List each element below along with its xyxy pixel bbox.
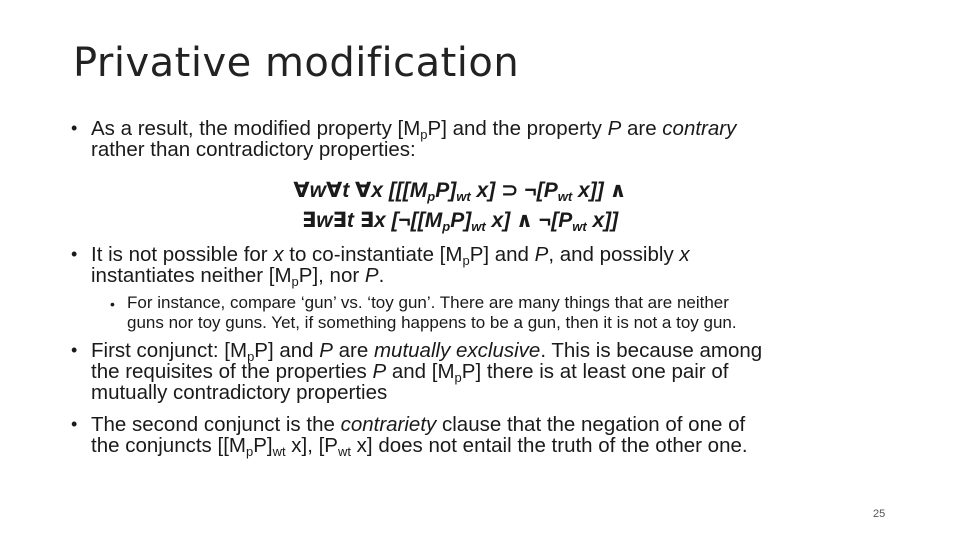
bullet-1-line-1: As a result, the modified property $[M_pP]$ and the property P are contrary — [91, 117, 737, 142]
bullet-1 — [71, 117, 891, 161]
bullet-marker: • — [71, 244, 78, 264]
bullet-3 — [71, 339, 891, 404]
emphasis-contrary: contrary — [662, 117, 737, 140]
bullet-2 — [71, 243, 891, 289]
bullet-1-line-2: rather than contradictory properties: — [91, 138, 416, 161]
sub-bullet-1-line-2: guns nor toy guns. Yet, if something happens to be a gun, then it is not a toy gun. — [127, 313, 737, 332]
emphasis-mutually-exclusive: mutually exclusive — [373, 339, 541, 362]
bullet-marker: • — [110, 296, 115, 312]
page-number: 25 — [873, 508, 886, 520]
sub-bullet-1 — [110, 293, 887, 333]
sub-bullet-1-line-1: For instance, compare ‘gun’ vs. ‘toy gun’. There are many things that are neither — [127, 293, 729, 312]
bullet-3-line-3: mutually contradictory properties — [91, 381, 388, 404]
bullet-2-line-1: It is not possible for x to co-instantiate $[M_pP]$ and P, and possibly x — [91, 243, 690, 268]
bullet-3-line-1: First conjunct: $[M_pP]$ and P are mutually exclusive. This is because among — [91, 339, 763, 364]
bullet-4-line-1: The second conjunct is the contrariety clause that the negation of one of — [91, 413, 746, 436]
bullet-4 — [71, 413, 911, 459]
slide-title: Privative modification — [73, 40, 520, 86]
bullet-3-line-2: the requisites of the properties P and $[M_pP]$ there is at least one pair of — [91, 360, 729, 385]
bullet-2-line-2: instantiates neither $[M_pP]$, nor P. — [91, 264, 385, 289]
bullet-marker: • — [71, 414, 78, 434]
formula-line-2: ∃w∃t ∃x [$\neg[[M_pP]_{wt}$ x] ∧ $\neg[P_{wt}$ x]] — [301, 209, 619, 234]
bullet-4-line-2: the conjuncts [$[M_pP]_{wt}$ x], [$P_{wt}$ x] does not entail the truth of the other one. — [91, 434, 748, 459]
bullet-marker: • — [71, 340, 78, 360]
bullet-marker: • — [71, 118, 78, 138]
emphasis-contrariety: contrariety — [340, 413, 437, 436]
formula-line-1: ∀w∀t ∀x [[$[M_pP]_{wt}$ x] ⊃ $\neg[P_{wt}$ x]] ∧ — [293, 179, 627, 204]
